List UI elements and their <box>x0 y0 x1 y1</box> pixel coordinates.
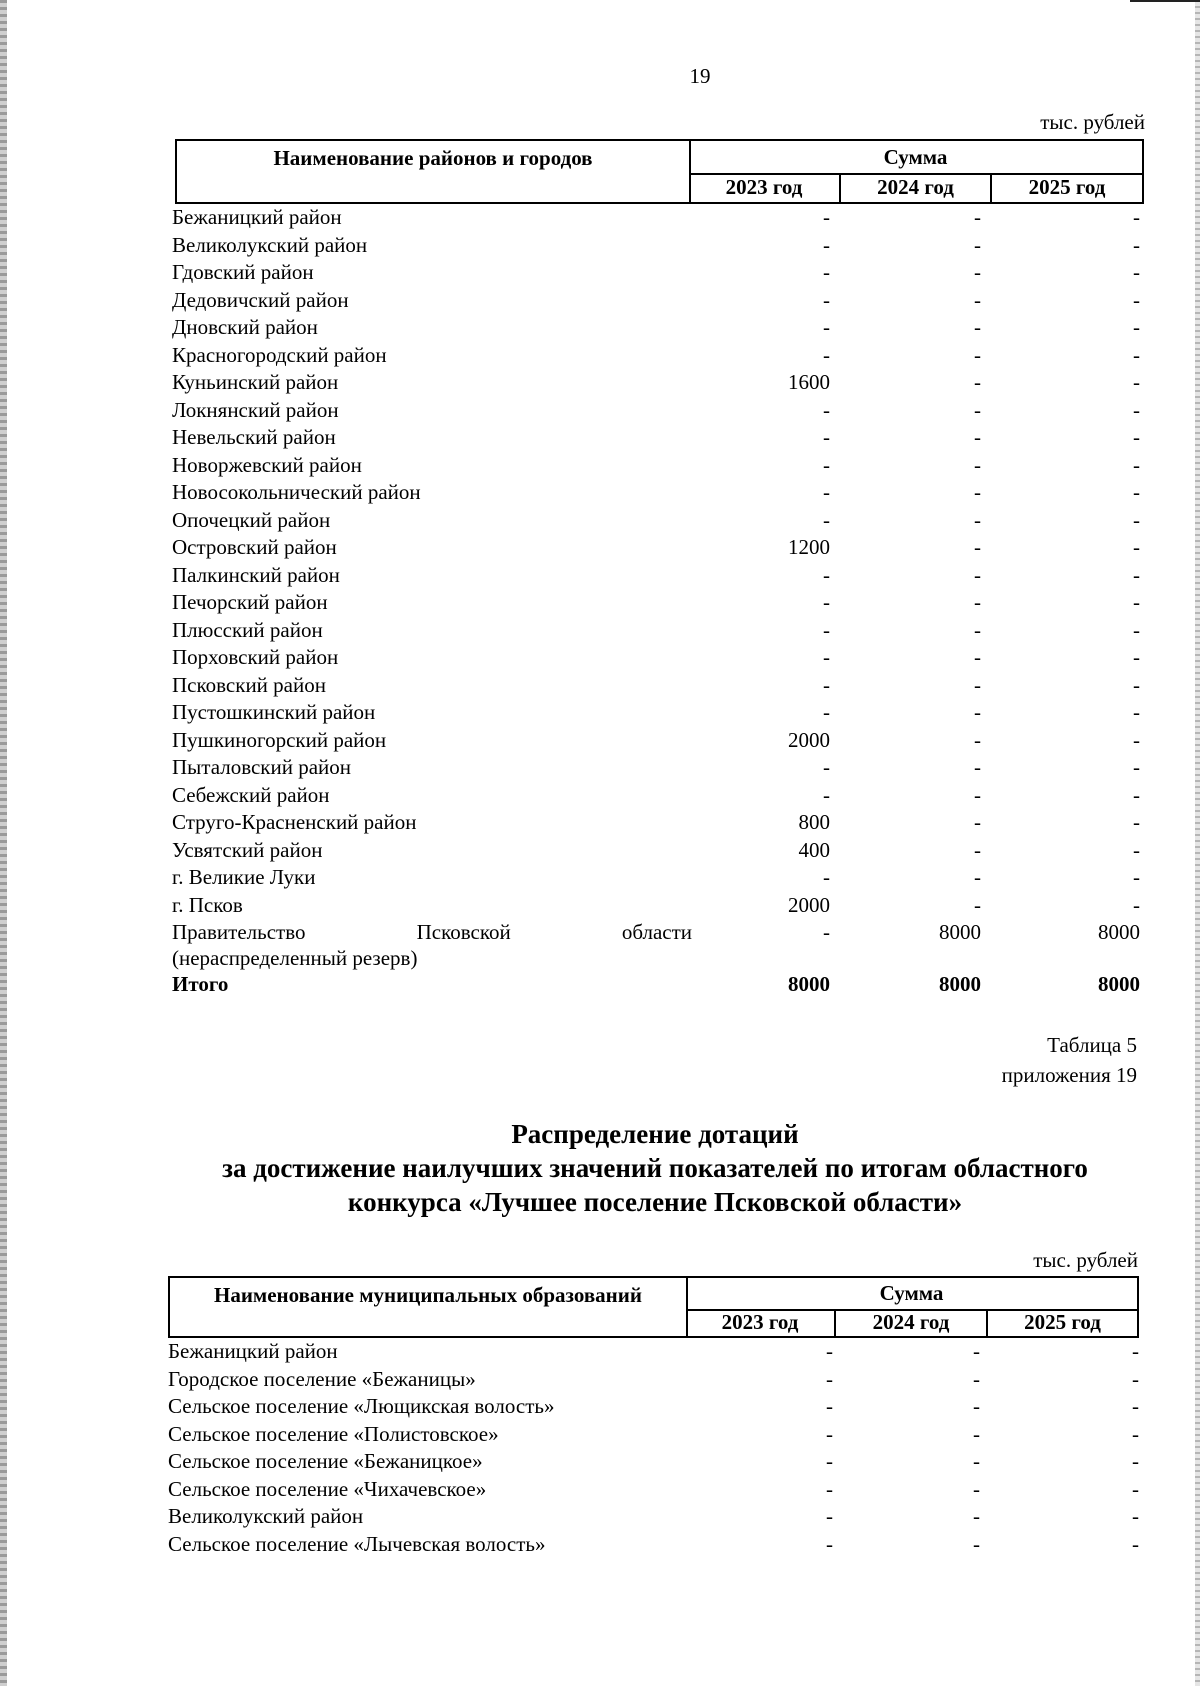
row-value-2025: - <box>1132 1339 1139 1363</box>
table-row <box>172 837 1140 865</box>
row-name: Сельское поселение «Полистовское» <box>168 1421 499 1446</box>
row-value-2025: - <box>1133 755 1140 779</box>
row-value-2025: - <box>1132 1366 1139 1391</box>
row-value-2023: - <box>826 1531 833 1556</box>
row-value-2024: - <box>974 892 981 917</box>
table-row <box>172 314 1140 342</box>
row-value-2023: 2000 <box>788 892 830 917</box>
table1-units: тыс. рублей <box>1040 110 1145 134</box>
row-name: Сельское поселение «Лющикская волость» <box>168 1394 555 1418</box>
row-value-2024: - <box>974 507 981 532</box>
table-row <box>172 699 1140 727</box>
government-name-line1 <box>172 919 692 945</box>
row-name: Новосокольнический район <box>172 480 421 504</box>
row-value-2023: - <box>823 260 830 284</box>
row-value-2023: - <box>823 452 830 477</box>
row-value-2025: - <box>1133 480 1140 504</box>
row-value-2023: - <box>823 342 830 367</box>
row-name: Пустошкинский район <box>172 700 376 724</box>
government-value-2023: - <box>823 920 830 944</box>
table-row <box>168 1476 1139 1504</box>
row-name: г. Великие Луки <box>172 865 316 889</box>
row-value-2025: - <box>1133 837 1140 862</box>
table-row-government <box>172 919 1140 971</box>
row-value-2023: - <box>823 425 830 449</box>
row-name: Плюсский район <box>172 617 323 642</box>
row-value-2023: - <box>826 1504 833 1528</box>
government-name-line2: (нераспределенный резерв) <box>172 946 418 970</box>
row-value-2023: 2000 <box>788 727 830 752</box>
table5-caption <box>1002 1030 1137 1090</box>
row-value-2023: - <box>823 397 830 422</box>
row-value-2025: - <box>1132 1421 1139 1446</box>
row-value-2025: - <box>1133 782 1140 807</box>
total-value-2023: 8000 <box>788 972 830 996</box>
row-value-2024: - <box>974 452 981 477</box>
row-name: Сельское поселение «Бежаницкое» <box>168 1449 483 1473</box>
table-row <box>172 562 1140 590</box>
row-value-2025: - <box>1133 425 1140 449</box>
row-name: Пушкиногорский район <box>172 727 387 752</box>
table-row <box>172 672 1140 700</box>
total-label: Итого <box>172 972 229 996</box>
row-value-2024: - <box>974 205 981 229</box>
row-value-2024: - <box>974 782 981 807</box>
row-value-2023: 800 <box>798 810 830 834</box>
row-value-2024: - <box>974 590 981 614</box>
row-value-2025: - <box>1133 397 1140 422</box>
table-row <box>172 644 1140 672</box>
table-row <box>168 1393 1139 1421</box>
row-value-2024: - <box>973 1366 980 1391</box>
table-row <box>172 232 1140 260</box>
row-value-2024: - <box>973 1421 980 1446</box>
row-value-2025: - <box>1133 370 1140 394</box>
government-name-word: области <box>621 920 693 944</box>
row-value-2025: - <box>1133 342 1140 367</box>
row-value-2024: - <box>974 617 981 642</box>
row-name: Локнянский район <box>172 397 339 422</box>
row-value-2024: - <box>974 837 981 862</box>
row-value-2025: - <box>1133 590 1140 614</box>
row-value-2023: - <box>823 480 830 504</box>
row-value-2023: - <box>823 507 830 532</box>
row-value-2023: - <box>823 205 830 229</box>
row-value-2024: - <box>974 480 981 504</box>
row-name: Порховский район <box>172 645 339 669</box>
table-row <box>172 342 1140 370</box>
row-value-2024: - <box>974 810 981 834</box>
table-row <box>172 782 1140 810</box>
table-row <box>172 259 1140 287</box>
table-row <box>172 424 1140 452</box>
row-value-2025: - <box>1133 315 1140 339</box>
table-row <box>168 1503 1139 1531</box>
table2-header <box>168 1276 1139 1338</box>
row-value-2023: - <box>823 590 830 614</box>
table1-header-year-2025: 2025 год <box>1028 175 1106 199</box>
scan-corner-mark <box>1130 0 1200 14</box>
section-title-line3: конкурса «Лучшее поселение Псковской области» <box>347 1187 963 1217</box>
row-name: Струго-Красненский район <box>172 810 417 834</box>
row-value-2024: - <box>974 370 981 394</box>
row-value-2023: - <box>823 645 830 669</box>
row-value-2024: - <box>973 1339 980 1363</box>
row-name: Усвятский район <box>172 837 323 862</box>
row-name: г. Псков <box>172 892 243 917</box>
row-value-2024: - <box>974 232 981 257</box>
table-row <box>168 1338 1139 1366</box>
row-name: Невельский район <box>172 425 336 449</box>
table1-header <box>175 139 1144 204</box>
table-row <box>168 1531 1139 1559</box>
row-value-2023: 1600 <box>788 370 830 394</box>
section-title-line2: за достижение наилучших значений показателей по итогам областного <box>222 1153 1088 1183</box>
row-name: Сельское поселение «Чихачевское» <box>168 1476 487 1501</box>
row-value-2025: - <box>1133 535 1140 559</box>
scan-edge-right <box>1195 0 1200 1686</box>
row-value-2023: - <box>823 315 830 339</box>
row-value-2025: - <box>1133 810 1140 834</box>
table-row-total <box>172 971 1140 999</box>
table1-body <box>172 204 1140 999</box>
row-value-2025: - <box>1132 1504 1139 1528</box>
table-row <box>168 1421 1139 1449</box>
row-value-2024: - <box>974 287 981 312</box>
row-value-2023: - <box>823 617 830 642</box>
table-row <box>172 397 1140 425</box>
table5-caption-line1: Таблица 5 <box>1047 1033 1137 1057</box>
table1-header-sum: Сумма <box>689 141 1142 175</box>
table2-body <box>168 1338 1139 1558</box>
row-name: Куньинский район <box>172 370 339 394</box>
row-value-2024: - <box>974 315 981 339</box>
row-value-2023: - <box>826 1449 833 1473</box>
row-value-2025: - <box>1133 892 1140 917</box>
row-name: Пыталовский район <box>172 755 352 779</box>
row-value-2023: - <box>826 1421 833 1446</box>
row-value-2024: - <box>974 342 981 367</box>
table1-header-name: Наименование районов и городов <box>177 141 691 202</box>
row-name: Себежский район <box>172 782 330 807</box>
row-name: Гдовский район <box>172 260 314 284</box>
table-row <box>168 1448 1139 1476</box>
table-row <box>172 507 1140 535</box>
row-value-2024: - <box>973 1449 980 1473</box>
row-value-2024: - <box>974 397 981 422</box>
table-row <box>172 754 1140 782</box>
row-value-2025: - <box>1133 672 1140 697</box>
row-value-2025: - <box>1133 727 1140 752</box>
row-name: Опочецкий район <box>172 507 331 532</box>
table-row <box>172 204 1140 232</box>
row-value-2023: - <box>826 1339 833 1363</box>
page-number: 19 <box>689 64 711 88</box>
row-value-2023: - <box>823 700 830 724</box>
row-value-2025: - <box>1132 1476 1139 1501</box>
government-value-2025: 8000 <box>1098 920 1140 944</box>
table-row <box>172 892 1140 920</box>
table1-header-year-2024: 2024 год <box>841 173 992 202</box>
table-row <box>168 1366 1139 1394</box>
table5-caption-line2: приложения 19 <box>1001 1063 1137 1087</box>
table-row <box>172 369 1140 397</box>
row-value-2023: - <box>823 287 830 312</box>
row-value-2024: - <box>974 645 981 669</box>
row-value-2023: - <box>823 865 830 889</box>
row-value-2025: - <box>1133 617 1140 642</box>
row-value-2025: - <box>1133 700 1140 724</box>
row-value-2023: - <box>826 1394 833 1418</box>
row-name: Великолукский район <box>168 1504 364 1528</box>
row-name: Дновский район <box>172 315 318 339</box>
row-value-2024: - <box>974 865 981 889</box>
row-value-2025: - <box>1133 260 1140 284</box>
table-row <box>172 809 1140 837</box>
row-value-2023: - <box>823 755 830 779</box>
row-value-2025: - <box>1132 1531 1139 1556</box>
row-value-2024: - <box>974 562 981 587</box>
table2-header-year-2023: 2023 год <box>686 1309 836 1336</box>
government-value-2024: 8000 <box>939 920 981 944</box>
row-name: Бежаницкий район <box>168 1339 338 1363</box>
row-value-2024: - <box>973 1394 980 1418</box>
section-title-line1: Распределение дотаций <box>511 1119 799 1149</box>
row-name: Городское поселение «Бежаницы» <box>168 1366 476 1391</box>
row-name: Островский район <box>172 535 337 559</box>
row-value-2023: - <box>823 782 830 807</box>
row-name: Палкинский район <box>172 562 340 587</box>
table-row <box>172 287 1140 315</box>
table-row <box>172 727 1140 755</box>
row-name: Красногородский район <box>172 342 387 367</box>
row-value-2023: 1200 <box>788 535 830 559</box>
row-name: Псковский район <box>172 672 326 697</box>
table-row <box>172 534 1140 562</box>
row-value-2024: - <box>974 535 981 559</box>
row-value-2023: - <box>823 232 830 257</box>
row-value-2025: - <box>1133 205 1140 229</box>
table-row <box>172 452 1140 480</box>
row-value-2025: - <box>1133 452 1140 477</box>
row-name: Бежаницкий район <box>172 205 342 229</box>
table-row <box>172 479 1140 507</box>
row-value-2024: - <box>973 1504 980 1528</box>
table2-header-year-2024: 2024 год <box>836 1309 988 1336</box>
row-value-2023: - <box>823 672 830 697</box>
row-value-2024: - <box>974 672 981 697</box>
total-value-2024: 8000 <box>939 972 981 996</box>
row-value-2024: - <box>974 755 981 779</box>
row-value-2024: - <box>974 425 981 449</box>
table-row <box>172 864 1140 892</box>
row-value-2023: - <box>826 1476 833 1501</box>
row-value-2025: - <box>1133 645 1140 669</box>
government-name-word: Псковской <box>416 920 511 944</box>
row-value-2025: - <box>1133 232 1140 257</box>
row-value-2024: - <box>974 700 981 724</box>
total-value-2025: 8000 <box>1098 972 1140 996</box>
table2-header-year-2025: 2025 год <box>1024 1310 1101 1334</box>
table1-header-year-2023: 2023 год <box>689 173 841 202</box>
row-value-2023: - <box>826 1366 833 1391</box>
row-value-2025: - <box>1133 562 1140 587</box>
row-value-2024: - <box>974 727 981 752</box>
row-value-2025: - <box>1133 507 1140 532</box>
row-value-2024: - <box>973 1531 980 1556</box>
row-value-2025: - <box>1133 287 1140 312</box>
table-row <box>172 589 1140 617</box>
scan-edge-left <box>0 0 7 1686</box>
row-value-2024: - <box>974 260 981 284</box>
row-value-2025: - <box>1132 1394 1139 1418</box>
government-name-word: Правительство <box>172 920 306 944</box>
row-name: Дедовичский район <box>172 287 349 312</box>
table2-header-sum: Сумма <box>686 1278 1137 1311</box>
row-value-2024: - <box>973 1476 980 1501</box>
row-value-2025: - <box>1132 1449 1139 1473</box>
table2-units: тыс. рублей <box>1033 1248 1138 1272</box>
row-name: Сельское поселение «Лычевская волость» <box>168 1531 546 1556</box>
row-value-2025: - <box>1133 865 1140 889</box>
row-name: Новоржевский район <box>172 452 362 477</box>
table2-header-name: Наименование муниципальных образований <box>170 1278 688 1336</box>
row-name: Печорский район <box>172 590 328 614</box>
row-value-2023: - <box>823 562 830 587</box>
row-name: Великолукский район <box>172 232 368 257</box>
table-row <box>172 617 1140 645</box>
row-value-2023: 400 <box>798 837 830 862</box>
